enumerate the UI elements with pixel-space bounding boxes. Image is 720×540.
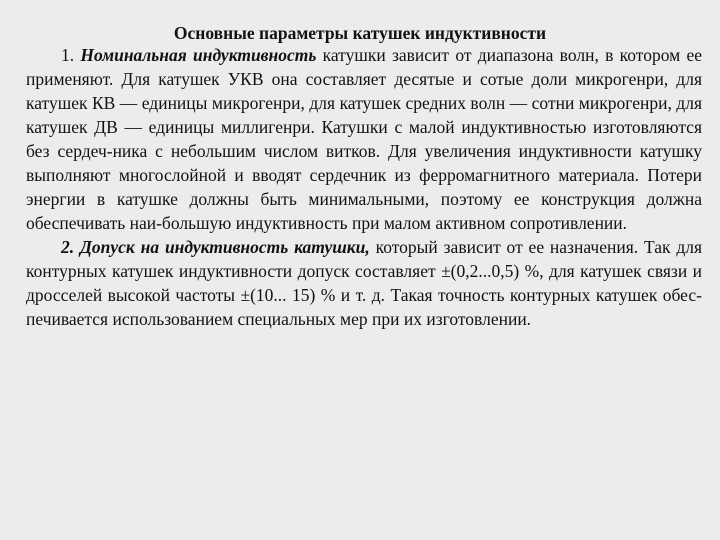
paragraph-text: который зависит от ее назначения. Так для контурных катушек индуктивности допуск составляет ±(0,2...0,5) %, для катушек связи и дросселей высокой частоты ±(10... 15) % и т. д. Такая точность контурных катушек обес-печивается использованием специальных мер при их изготовлении.: [26, 237, 703, 329]
term-nominal-inductance: Номинальная индуктивность: [80, 45, 317, 65]
term-inductance-tolerance: 2. Допуск на индуктивность катушки,: [61, 237, 370, 257]
slide-body: [26, 43, 702, 331]
paragraph-inductance-tolerance: [26, 235, 702, 331]
slide-title: Основные параметры катушек индуктивности: [173, 23, 547, 43]
paragraph-number: 1.: [61, 45, 75, 65]
paragraph-text: катушки зависит от диапазона волн, в котором ее применяют. Для катушек УКВ она составляет десятые и сотые доли микрогенри, для катушек КВ — единицы микрогенри, для катушек средних волн — сотни микрогенри, для катушек ДВ — единицы миллигенри. Катушки с малой индуктивностью изготовляются без сердеч-ника с небольшим числом витков. Для увеличения индуктивности катушку выполняют многослойной и вводят сердечник из ферромагнитного материала. Потери энергии в катушке должны быть минимальными, поэтому ее конструкция должна обеспечивать наи-большую индуктивность при малом активном сопротивлении.: [26, 45, 702, 233]
paragraph-nominal-inductance: [26, 43, 702, 235]
